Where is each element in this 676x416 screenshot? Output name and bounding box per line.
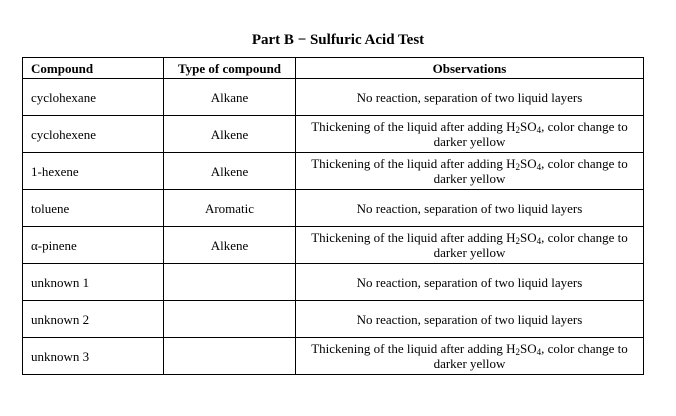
table-body [23, 79, 644, 375]
observation-text: SO [520, 341, 537, 356]
observation-cell: No reaction, separation of two liquid layers [296, 301, 644, 338]
subscript-4: 4 [536, 162, 542, 172]
type-cell: Alkene [164, 227, 296, 264]
compound-cell: toluene [23, 190, 164, 227]
observation-cell: No reaction, separation of two liquid layers [296, 264, 644, 301]
subscript-4: 4 [536, 347, 542, 357]
observation-text: , color change to darker yellow [433, 230, 628, 260]
type-cell [164, 338, 296, 375]
observation-text: SO [520, 230, 537, 245]
subscript-4: 4 [536, 236, 542, 246]
compound-cell: unknown 3 [23, 338, 164, 375]
table-row [23, 153, 644, 190]
subscript-2: 2 [515, 125, 521, 135]
observation-text: , color change to darker yellow [433, 119, 628, 149]
type-cell: Alkane [164, 79, 296, 116]
subscript-2: 2 [515, 347, 521, 357]
sulfuric-acid-test-table [22, 57, 644, 375]
observation-text: Thickening of the liquid after adding H [311, 341, 516, 356]
table-row [23, 79, 644, 116]
compound-cell: 1-hexene [23, 153, 164, 190]
type-cell [164, 264, 296, 301]
observation-cell [296, 116, 644, 153]
table-row [23, 338, 644, 375]
observation-text: Thickening of the liquid after adding H [311, 156, 516, 171]
compound-cell: cyclohexane [23, 79, 164, 116]
table-row [23, 190, 644, 227]
header-type: Type of compound [164, 58, 296, 79]
observation-cell: No reaction, separation of two liquid layers [296, 79, 644, 116]
header-row [23, 58, 644, 79]
compound-cell: unknown 1 [23, 264, 164, 301]
observation-text: SO [520, 119, 537, 134]
table-row [23, 301, 644, 338]
table-row [23, 116, 644, 153]
observation-text: SO [520, 156, 537, 171]
table-title: Part B − Sulfuric Acid Test [251, 32, 425, 48]
compound-cell: unknown 2 [23, 301, 164, 338]
type-cell: Alkene [164, 153, 296, 190]
type-cell: Alkene [164, 116, 296, 153]
header-compound: Compound [23, 58, 164, 79]
header-observations: Observations [296, 58, 644, 79]
subscript-2: 2 [515, 162, 521, 172]
observation-cell [296, 338, 644, 375]
table-row [23, 264, 644, 301]
type-cell [164, 301, 296, 338]
observation-cell [296, 153, 644, 190]
observation-text: Thickening of the liquid after adding H [311, 230, 516, 245]
compound-cell: α-pinene [23, 227, 164, 264]
observation-text: Thickening of the liquid after adding H [311, 119, 516, 134]
observation-cell: No reaction, separation of two liquid layers [296, 190, 644, 227]
observation-text: , color change to darker yellow [433, 341, 628, 371]
observation-cell [296, 227, 644, 264]
observation-text: , color change to darker yellow [433, 156, 628, 186]
type-cell: Aromatic [164, 190, 296, 227]
compound-cell: cyclohexene [23, 116, 164, 153]
table-row [23, 227, 644, 264]
subscript-4: 4 [536, 125, 542, 135]
subscript-2: 2 [515, 236, 521, 246]
